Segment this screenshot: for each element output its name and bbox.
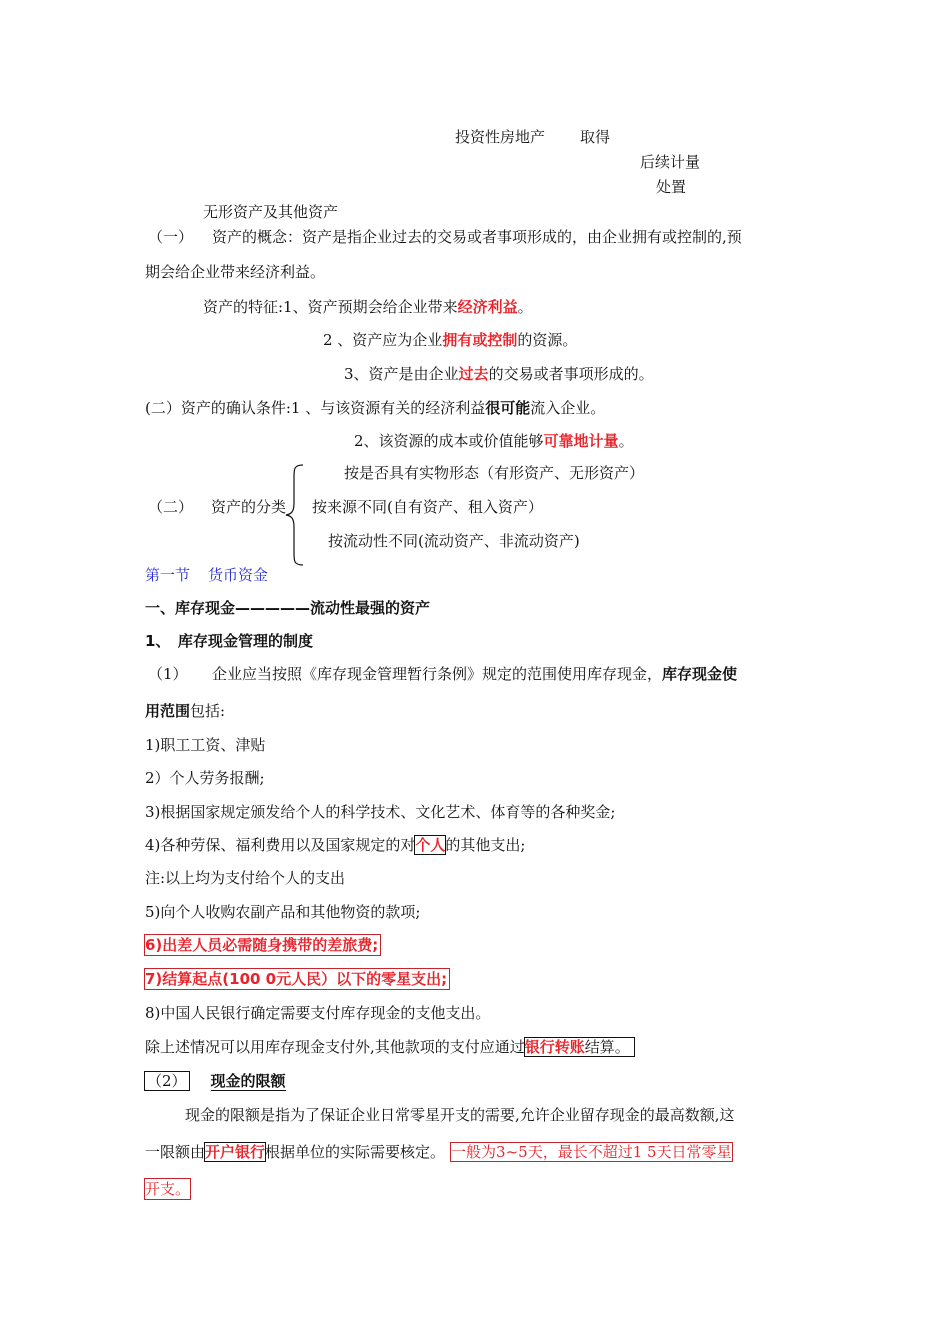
list-item-8: 8)中国人民银行确定需要支付库存现金的支他支出。 (145, 1004, 491, 1022)
classification-label: （二） (148, 498, 194, 516)
recognition-1-bold: 很可能 (485, 399, 531, 417)
list-item-2: 2）个人劳务报酬; (145, 769, 265, 787)
feature-1: 资产的特征:1、资产预期会给企业带来经济利益。 (203, 298, 533, 316)
section-heading: 第一节 货币资金 (145, 566, 269, 584)
feature-2-highlight: 拥有或控制 (442, 331, 518, 349)
feature-3-highlight: 过去 (458, 365, 489, 383)
scope-line-2: 用范围包括: (145, 702, 226, 720)
limit-heading (145, 1071, 286, 1091)
list-item-7: 7)结算起点(100 0元人民）以下的零星支出; (145, 970, 448, 988)
recognition-2-highlight: 可靠地计量 (543, 432, 619, 450)
feature-1-highlight: 经济利益 (457, 298, 518, 316)
curly-brace-icon (284, 463, 306, 567)
limit-title: 现金的限额 (210, 1072, 286, 1090)
list-item-6: 6)出差人员必需随身携带的差旅费; (145, 936, 379, 954)
recognition-1: (二）资产的确认条件:1 、与该资源有关的经济利益很可能流入企业。 (145, 399, 606, 417)
limit-paragraph-line-1: 现金的限额是指为了保证企业日常零星开支的需要,允许企业留存现金的最高数额,这 (185, 1106, 735, 1124)
concept-line2: 期会给企业带来经济利益。 (145, 263, 326, 281)
other-payments: 除上述情况可以用库存现金支付外,其他款项的支付应通过银行转账结算。 (145, 1037, 634, 1057)
feature-2: 2 、资产应为企业拥有或控制的资源。 (323, 331, 578, 349)
limit-days-note: 一般为3~5天，最长不超过1 5天日常零星 (451, 1143, 732, 1161)
cash-heading: 一、库存现金—————流动性最强的资产 (145, 599, 431, 617)
list-item-4: 4)各种劳保、福利费用以及国家规定的对个人的其他支出; (145, 836, 526, 854)
list-item-5: 5)向个人收购农副产品和其他物资的款项; (145, 903, 421, 921)
limit-label: （2） (147, 1072, 187, 1090)
list-item-3: 3)根据国家规定颁发给个人的科学技术、文化艺术、体育等的各种奖金; (145, 803, 616, 821)
top-subsequent: 后续计量 (640, 153, 701, 171)
limit-paragraph-line-3: 开支。 (145, 1180, 191, 1198)
opening-bank-highlight: 开户银行 (205, 1143, 266, 1161)
classification-item-2: 按来源不同(自有资产、租入资产） (312, 498, 543, 516)
feature-3: 3、资产是由企业过去的交易或者事项形成的。 (344, 365, 654, 383)
classification-item-1: 按是否具有实物形态（有形资产、无形资产） (344, 464, 645, 482)
list-item-4-highlight: 个人 (415, 836, 446, 854)
concept-label: （一） (148, 228, 194, 246)
classification-item-3: 按流动性不同(流动资产、非流动资产) (328, 532, 580, 550)
list-item-1: 1)职工工资、津贴 (145, 736, 266, 754)
top-investment-property: 投资性房地产 (455, 128, 546, 146)
management-heading: 1、 库存现金管理的制度 (145, 632, 313, 650)
heading-intangible: 无形资产及其他资产 (203, 203, 339, 221)
top-dispose: 处置 (656, 178, 687, 196)
recognition-2: 2、该资源的成本或价值能够可靠地计量。 (354, 432, 634, 450)
limit-paragraph-line-2: 一限额由开户银行根据单位的实际需要核定。 一般为3~5天，最长不超过1 5天日常零星 (145, 1143, 732, 1161)
top-acquire: 取得 (580, 128, 611, 146)
concept-line1: 资产的概念：资产是指企业过去的交易或者事项形成的，由企业拥有或控制的,预 (212, 228, 742, 246)
scope-line-1: 企业应当按照《库存现金管理暂行条例》规定的范围使用库存现金，库存现金使 (212, 665, 738, 683)
bank-transfer-highlight: 银行转账 (524, 1038, 585, 1056)
bank-transfer-box: 银行转账结算。 (525, 1038, 634, 1056)
list-note: 注:以上均为支付给个人的支出 (145, 869, 346, 887)
scope-label: （1） (148, 665, 188, 683)
classification-title: 资产的分类 (211, 498, 287, 516)
